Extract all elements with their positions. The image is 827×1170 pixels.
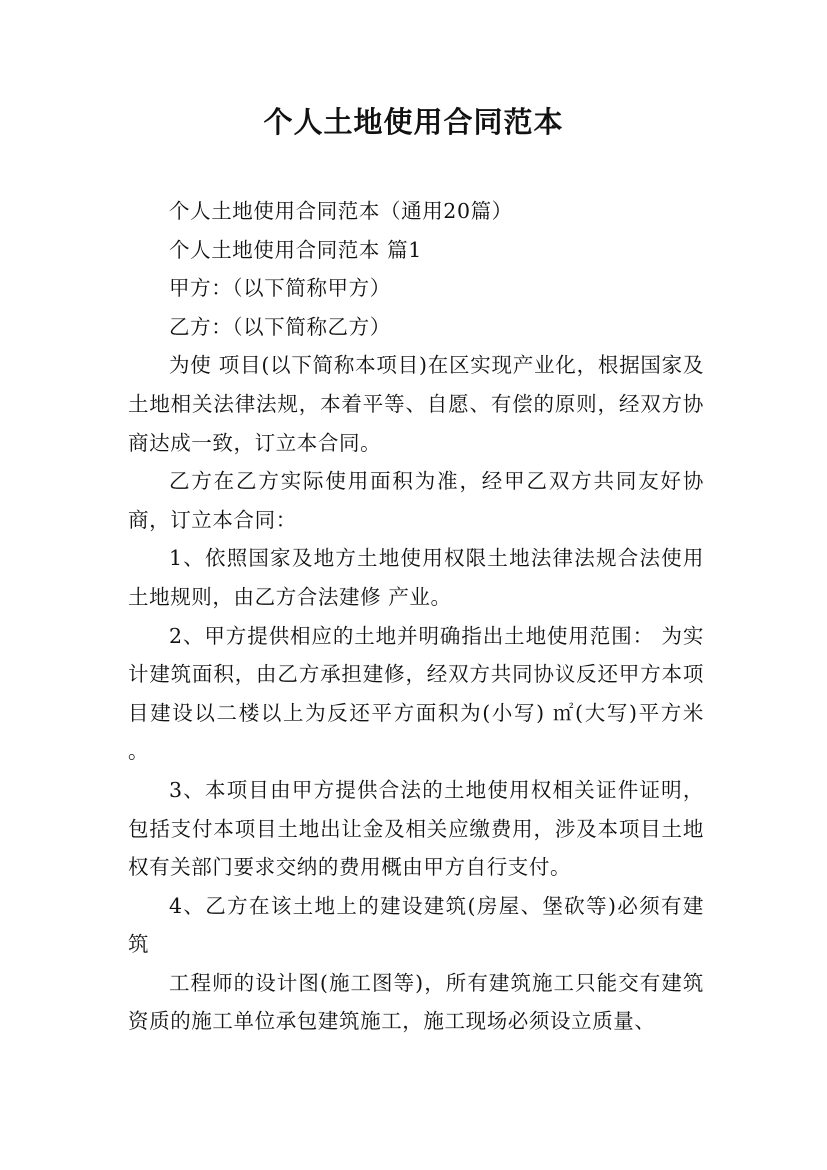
paragraph-clause-4-continued: 工程师的设计图(施工图等)，所有建筑施工只能交有建筑资质的施工单位承包建筑施工，施工现场必须设立质量、 — [128, 970, 704, 1034]
document-body — [128, 192, 704, 1041]
paragraph-clause-3: 3、本项目由甲方提供合法的土地使用权相关证件证明，包括支付本项目土地出让金及相关应缴费用，涉及本项目土地权有关部门要求交纳的费用概由甲方自行支付。 — [128, 777, 704, 880]
document-title: 个人土地使用合同范本 — [263, 105, 564, 139]
paragraph-clause-2: 2、甲方提供相应的土地并明确指出土地使用范围： 为实计建筑面积，由乙方承担建修，经双方共同协议反还甲方本项目建设以二楼以上为反还平方面积为(小写) ㎡(大写)平方米 。 — [128, 623, 704, 764]
paragraph-party-a: 甲方：（以下简称甲方） — [169, 276, 391, 301]
paragraph-party-b: 乙方：（以下简称乙方） — [169, 314, 391, 339]
paragraph-preamble: 为使 项目(以下简称本项目)在区实现产业化，根据国家及土地相关法律法规，本着平等、自愿、有偿的原则，经双方协商达成一致，订立本合同。 — [128, 353, 704, 455]
paragraph-clause-1: 1、依照国家及地方土地使用权限土地法律法规合法使用土地规则，由乙方合法建修 产业。 — [128, 546, 704, 609]
paragraph-agreement: 乙方在乙方实际使用面积为准，经甲乙双方共同友好协商，订立本合同： — [128, 469, 704, 532]
paragraph-section-heading: 个人土地使用合同范本 篇1 — [169, 237, 422, 262]
paragraph-subtitle: 个人土地使用合同范本（通用20篇） — [169, 199, 513, 223]
paragraph-clause-4: 4、乙方在该土地上的建设建筑(房屋、堡砍等)必须有建筑 — [128, 893, 704, 957]
